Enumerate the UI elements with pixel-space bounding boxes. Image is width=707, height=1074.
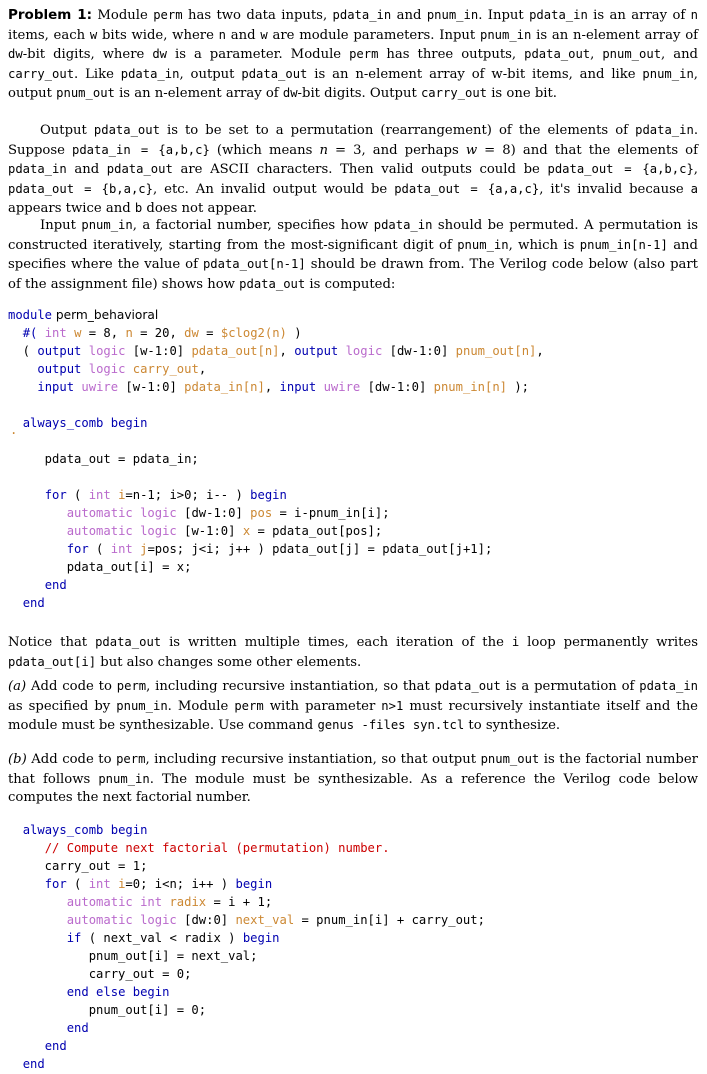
text-run: and	[66, 162, 107, 177]
text-run: Output	[40, 123, 94, 138]
inline-code: n	[690, 8, 699, 22]
inline-code: w	[89, 27, 98, 42]
code-token: = i + 1;	[206, 895, 273, 909]
text-run: , output	[179, 66, 242, 82]
inline-code: pnum_out	[480, 752, 540, 766]
code-type: int	[88, 488, 111, 502]
code-identifier: next_val	[235, 913, 295, 927]
code-identifier: j	[140, 542, 148, 556]
code-identifier: pdata_in[n]	[184, 380, 265, 394]
code-line	[8, 487, 544, 505]
code-line	[8, 1020, 485, 1038]
code-token: );	[507, 380, 530, 394]
code-identifier: pdata_out[n]	[191, 344, 280, 358]
code-token: [dw-1:0]	[360, 380, 434, 394]
inline-code: dw	[152, 47, 167, 61]
code-token: ( next_val < radix )	[81, 931, 243, 945]
inline-code: pdata_out[i]	[8, 654, 97, 669]
code-identifier: x	[242, 524, 251, 538]
code-type: automatic logic	[66, 506, 177, 520]
text-run: Add code to	[26, 679, 117, 694]
code-token	[67, 326, 74, 340]
code-identifier: n	[125, 326, 133, 340]
code-token	[8, 506, 67, 520]
code-type: logic	[345, 344, 383, 358]
inline-code: pdata_out	[93, 123, 160, 137]
code-block-next-factorial	[8, 822, 485, 1074]
code-line	[8, 1038, 485, 1056]
code-line	[8, 541, 544, 559]
text-run: , it's invalid because	[539, 181, 691, 197]
code-token	[316, 380, 323, 394]
text-run: (which means	[209, 142, 320, 158]
text-run: . The module must be synthesizable. As a reference the Verilog code below computes the next factorial number.	[8, 771, 698, 805]
inline-code: pnum_out	[56, 86, 115, 100]
text-run: with parameter	[263, 698, 382, 714]
code-token: ,	[198, 362, 207, 376]
text-run: loop permanently writes	[519, 635, 698, 650]
code-identifier: $clog2(n)	[220, 326, 287, 340]
code-keyword: #(	[22, 326, 45, 340]
italic-text: w	[465, 142, 478, 158]
code-token	[8, 380, 37, 394]
inline-code: dw	[282, 86, 298, 100]
text-run: ,	[693, 162, 698, 177]
inline-code: pdata_out	[524, 47, 591, 61]
code-token: carry_out = 0;	[8, 967, 192, 981]
code-block-perm-behavioral	[8, 307, 544, 613]
code-token	[111, 488, 118, 502]
text-run: and specifies where the value of	[8, 237, 698, 272]
code-line	[8, 397, 544, 415]
code-line	[8, 822, 485, 840]
inline-code: pnum_in	[642, 66, 694, 81]
module-name: perm_behavioral	[52, 308, 159, 322]
code-keyword: end	[44, 578, 67, 592]
code-line	[8, 451, 544, 469]
code-line	[8, 894, 485, 912]
code-identifier: radix	[169, 895, 207, 909]
italic-text: (b)	[8, 752, 27, 767]
code-line	[8, 325, 544, 343]
text-run: must recursively instantiate itself and the module must be synthesizable. Use command	[8, 698, 698, 733]
code-keyword: module	[8, 308, 53, 322]
code-identifier: dw	[184, 326, 199, 340]
code-identifier: w	[74, 326, 82, 340]
text-run: , including recursive instantiation, so that output	[145, 752, 481, 767]
code-token: ,	[279, 344, 295, 358]
code-keyword: begin	[235, 877, 273, 891]
text-run: is a parameter. Module	[167, 47, 350, 62]
code-keyword: end	[22, 1057, 45, 1071]
text-run: is written multiple times, each iteration of the	[161, 635, 512, 650]
code-line	[8, 595, 544, 613]
paragraph-intro	[8, 6, 698, 104]
code-keyword: if	[66, 931, 82, 945]
code-token	[8, 895, 67, 909]
text-run: Notice that	[8, 635, 96, 650]
inline-code: w	[260, 27, 268, 42]
text-run: -bit digits. Output	[297, 86, 421, 101]
code-token: ,	[264, 380, 280, 394]
code-line	[8, 984, 485, 1002]
code-token	[8, 823, 23, 837]
code-line	[8, 876, 485, 894]
code-token	[125, 362, 132, 376]
text-run: is an n-element array of	[114, 86, 283, 101]
code-token	[8, 1039, 45, 1053]
paragraph-part-b	[8, 750, 698, 808]
text-run: items, each	[8, 27, 90, 43]
italic-text: (a)	[8, 679, 27, 694]
text-run: has two data inputs,	[182, 8, 333, 23]
code-token: (	[66, 877, 89, 891]
text-run: is one bit.	[487, 86, 557, 101]
code-type: int	[88, 877, 111, 891]
text-run: = 8) and that the elements of	[477, 142, 698, 158]
text-run: are ASCII characters. Then valid outputs could be	[172, 162, 548, 177]
text-run: , and	[661, 47, 698, 62]
code-token	[8, 524, 67, 538]
code-token: pnum_out[i] = next_val;	[8, 949, 258, 963]
code-token: (	[8, 344, 38, 358]
inline-code: perm	[234, 698, 264, 713]
inline-code: pnum_in	[426, 8, 479, 22]
inline-code: pdata_out	[95, 635, 162, 649]
code-type: automatic logic	[66, 913, 177, 927]
code-type: int	[44, 326, 67, 340]
text-run: is to be set to a permutation (rearrangement) of the elements of	[159, 123, 636, 138]
code-token	[8, 931, 67, 945]
inline-code: perm	[116, 679, 147, 693]
code-identifier: pnum_out[n]	[455, 344, 537, 358]
inline-code: n	[218, 27, 226, 42]
inline-code: pdata_out = {a,a,c}	[394, 181, 540, 196]
code-line	[8, 1056, 485, 1074]
code-token: ,	[536, 344, 544, 358]
text-run: Add code to	[26, 752, 117, 767]
code-line	[8, 930, 485, 948]
code-type: uwire	[323, 380, 361, 394]
code-token: )	[286, 326, 302, 340]
code-token: =pos; j<i; j++ ) pdata_out[j] = pdata_out[j+1];	[147, 542, 493, 556]
text-run: to synthesize.	[464, 718, 561, 733]
inline-code: pdata_in	[120, 66, 180, 81]
code-token: carry_out = 1;	[8, 859, 148, 873]
inline-code: pdata_out	[106, 162, 173, 176]
code-token	[8, 488, 45, 502]
code-token	[8, 877, 45, 891]
code-comment: // Compute next factorial (permutation) number.	[44, 841, 390, 855]
code-type: automatic logic	[66, 524, 177, 538]
inline-code: pdata_out = {a,b,c}	[547, 162, 694, 176]
code-keyword: for	[44, 488, 67, 502]
code-token: pdata_out = pdata_in;	[8, 452, 199, 466]
italic-text: n	[319, 142, 328, 158]
code-token: = pnum_in[i] + carry_out;	[294, 913, 485, 927]
code-line	[8, 559, 544, 577]
code-keyword: end	[44, 1039, 67, 1053]
text-run: = 3, and perhaps	[327, 142, 466, 158]
code-identifier: pnum_in[n]	[433, 380, 507, 394]
text-run: but also changes some other elements.	[96, 654, 362, 670]
intro-text	[8, 8, 698, 101]
code-token	[8, 985, 67, 999]
code-token: (	[66, 488, 89, 502]
code-token	[81, 344, 88, 358]
inline-code: pdata_in	[639, 679, 698, 693]
text-run: , a factorial number, specifies how	[132, 218, 374, 233]
code-keyword: output	[37, 362, 82, 376]
code-token	[8, 578, 45, 592]
code-line	[8, 415, 544, 433]
text-run: is computed:	[305, 276, 396, 292]
inline-code: dw	[8, 47, 23, 61]
code-line	[8, 840, 485, 858]
code-token	[8, 326, 23, 340]
inline-code: pnum_in[n-1]	[579, 237, 668, 252]
code-token	[8, 542, 67, 556]
code-keyword: input	[279, 380, 317, 394]
text-run: bits wide, where	[97, 27, 219, 43]
code-line	[8, 361, 544, 379]
code-line	[8, 469, 544, 487]
text-run: , including recursive instantiation, so that	[146, 679, 435, 694]
inline-code: genus -files syn.tcl	[317, 718, 465, 732]
inline-code: pnum_in	[98, 771, 150, 786]
inline-code: pdata_in	[332, 8, 392, 22]
text-run: are module parameters. Input	[267, 27, 480, 43]
code-token	[8, 362, 37, 376]
text-run: should be drawn from. The Verilog code below (also part of the assignment file) shows how	[8, 257, 698, 292]
paragraph-input-factorial	[8, 216, 698, 294]
code-line	[8, 948, 485, 966]
code-token	[8, 596, 23, 610]
code-keyword: begin	[250, 488, 287, 502]
code-line	[8, 307, 544, 325]
code-type: int	[110, 542, 133, 556]
code-token: (	[88, 542, 111, 556]
code-identifier: carry_out	[132, 362, 199, 376]
inline-code: n>1	[381, 698, 404, 713]
text-run: , which is	[508, 237, 580, 253]
code-token	[8, 841, 45, 855]
code-token: [dw:0]	[176, 913, 236, 927]
code-keyword: for	[44, 877, 67, 891]
code-token: [dw-1:0]	[176, 506, 251, 520]
code-type: automatic int	[66, 895, 163, 909]
inline-code: pdata_out	[434, 679, 501, 693]
inline-code: pdata_in	[8, 162, 67, 176]
code-token: = 8,	[81, 326, 126, 340]
code-token	[133, 542, 140, 556]
text-run: . Like	[74, 66, 121, 82]
text-run: has three outputs,	[378, 47, 525, 62]
problem-heading: Problem 1:	[8, 7, 93, 23]
inline-code: perm	[153, 8, 183, 22]
text-run: is the factorial number that follows	[8, 752, 698, 787]
inline-code: pdata_out	[239, 276, 306, 291]
inline-code: pnum_in	[479, 27, 532, 42]
text-run: does not appear.	[142, 201, 257, 216]
paragraph-notice	[8, 633, 698, 672]
code-keyword: end	[66, 1021, 89, 1035]
inline-code: pdata_out = {b,a,c}	[8, 181, 153, 196]
code-keyword: end else begin	[66, 985, 170, 999]
inline-code: carry_out	[420, 86, 488, 100]
text-run: , etc. An invalid output would be	[152, 181, 395, 197]
text-run: is an n-element array of w-bit items, and like	[307, 66, 643, 82]
code-line	[8, 379, 544, 397]
code-line	[8, 577, 544, 595]
code-line	[8, 433, 544, 451]
code-type: logic	[88, 344, 126, 358]
code-token: = 20,	[132, 326, 185, 340]
code-token	[81, 362, 88, 376]
inline-code: pdata_in	[529, 8, 588, 22]
inline-code: pdata_in	[635, 123, 694, 137]
text-run: and	[391, 8, 427, 23]
code-line	[8, 966, 485, 984]
code-token: = i-pnum_in[i];	[272, 506, 390, 520]
code-line	[8, 343, 544, 361]
code-token: pdata_out[i] = x;	[8, 560, 192, 574]
inline-code: pnum_in	[81, 218, 133, 232]
inline-code: pdata_out[n-1]	[202, 257, 306, 271]
code-keyword: end	[22, 596, 45, 610]
text-run: -bit digits, where	[22, 47, 153, 62]
text-run: as specified by	[8, 698, 117, 714]
code-keyword: always_comb begin	[22, 416, 148, 430]
code-token: pnum_out[i] = 0;	[8, 1003, 207, 1017]
code-line	[8, 523, 544, 541]
paragraph-part-a	[8, 677, 698, 736]
inline-code: pdata_out	[241, 66, 308, 81]
text-run: and	[226, 27, 261, 43]
code-line	[8, 912, 485, 930]
code-keyword: always_comb begin	[22, 823, 148, 837]
code-line	[8, 858, 485, 876]
code-line	[8, 1002, 485, 1020]
code-keyword: begin	[242, 931, 280, 945]
text-run: Input	[40, 218, 82, 233]
text-run: should be permuted. A permutation is constructed iteratively, starting from the most-significant digit of	[8, 218, 698, 253]
code-token: =n-1; i>0; i-- )	[125, 488, 251, 502]
inline-code: pdata_in	[373, 218, 433, 232]
inline-code: perm	[116, 752, 146, 766]
code-identifier: i	[118, 877, 126, 891]
inline-code: pnum_in	[116, 698, 168, 713]
code-token	[8, 1057, 23, 1071]
code-token: =	[198, 326, 221, 340]
code-token: [w-1:0]	[118, 380, 185, 394]
inline-code: carry_out	[8, 66, 75, 81]
code-keyword: output	[294, 344, 339, 358]
inline-code: b	[134, 201, 143, 215]
code-keyword: input	[37, 380, 75, 394]
text-run: . Suppose	[8, 123, 699, 158]
code-keyword: for	[66, 542, 89, 556]
inline-code: perm	[349, 47, 379, 61]
inline-code: pnum_out	[602, 47, 662, 61]
inline-code: pdata_in = {a,b,c}	[71, 142, 210, 157]
inline-code: i	[511, 635, 520, 649]
code-line	[8, 505, 544, 523]
text-run: is an array of	[587, 8, 691, 23]
text-run: Module	[97, 8, 154, 23]
text-run: ,	[590, 47, 603, 62]
text-run: is an n-element array of	[531, 27, 699, 43]
code-token	[8, 1021, 67, 1035]
code-token	[111, 877, 118, 891]
text-run: . Input	[478, 8, 530, 23]
code-token: =0; i<n; i++ )	[125, 877, 236, 891]
text-run: . Module	[167, 698, 235, 714]
code-token: = pdata_out[pos];	[250, 524, 383, 538]
paragraph-output-permutation	[8, 121, 698, 219]
code-token: [dw-1:0]	[382, 344, 456, 358]
code-identifier: i	[118, 488, 126, 502]
code-type: uwire	[81, 380, 119, 394]
code-token	[338, 344, 345, 358]
code-token	[8, 913, 67, 927]
code-keyword: output	[37, 344, 82, 358]
text-run: is a permutation of	[500, 679, 640, 694]
inline-code: pnum_in	[457, 237, 509, 252]
text-run: , output	[8, 66, 698, 101]
inline-code: a	[690, 181, 698, 196]
code-token: [w-1:0]	[125, 344, 192, 358]
text-run: appears twice and	[8, 201, 135, 216]
code-identifier: pos	[250, 506, 273, 520]
code-type: logic	[88, 362, 126, 376]
cursor-marker: .	[10, 423, 18, 437]
code-token: [w-1:0]	[176, 524, 243, 538]
